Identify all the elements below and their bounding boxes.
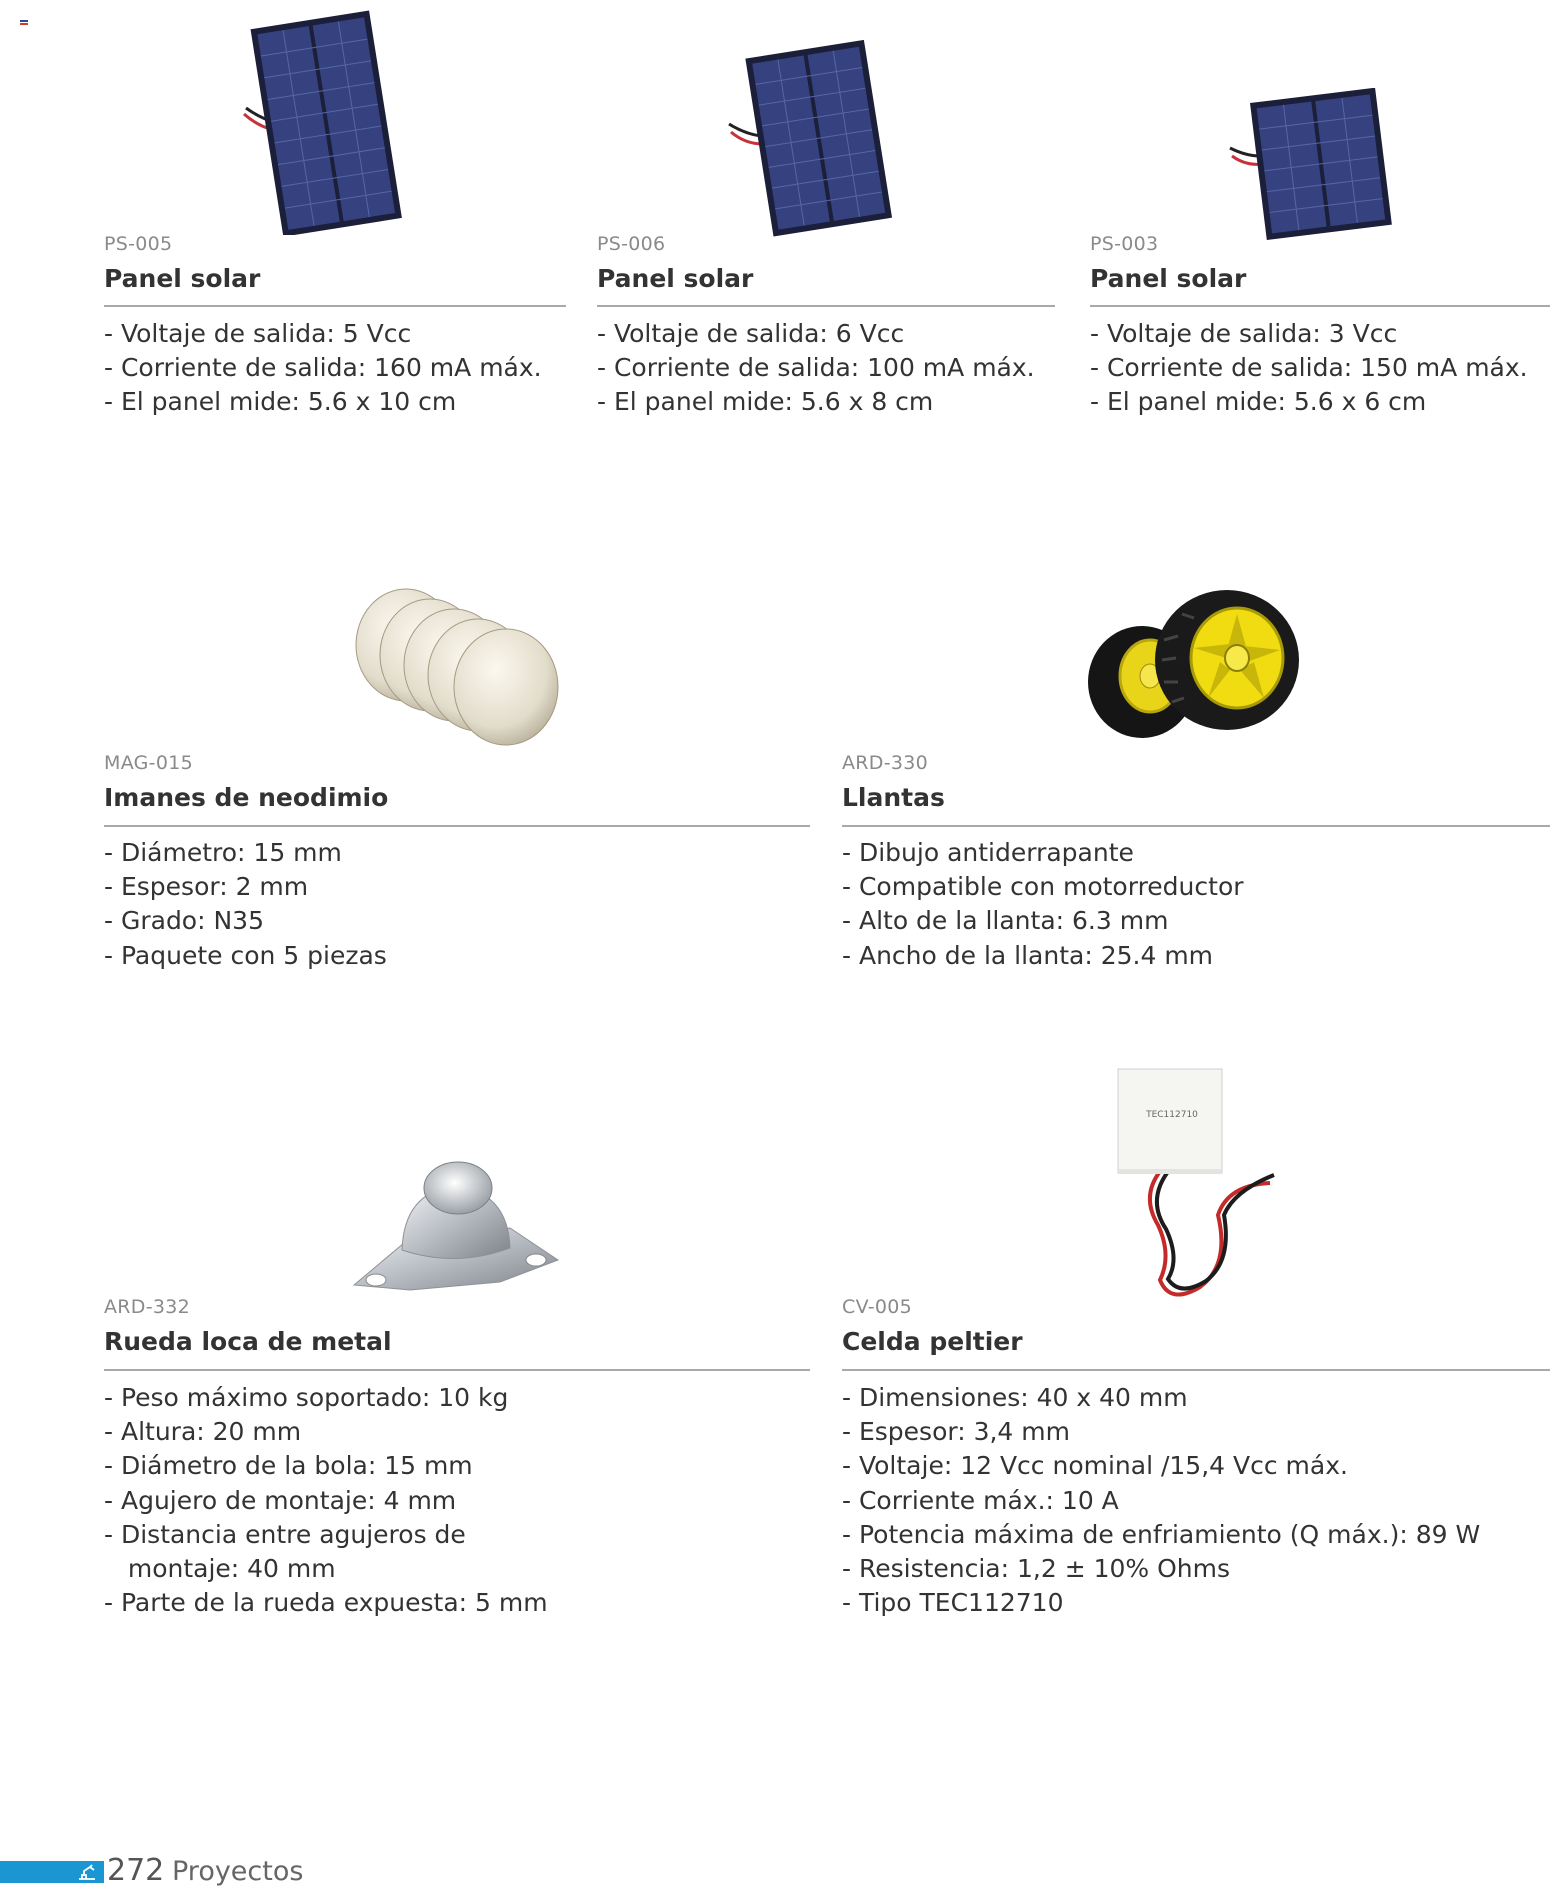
spec-item: - Ancho de la llanta: 25.4 mm [842,940,1214,970]
product-code: PS-003 [1090,233,1159,255]
divider [104,1369,810,1371]
spec-item: - Grado: N35 [104,906,264,936]
spec-item: - Altura: 20 mm [104,1417,302,1447]
spec-item: - Voltaje de salida: 6 Vcc [597,319,905,348]
ball-caster-image [350,1150,560,1300]
solar-panel-image [1228,88,1403,243]
solar-panel-image [240,10,420,235]
neodymium-magnets-image [348,585,568,755]
spec-item: - El panel mide: 5.6 x 8 cm [597,387,934,417]
section-title: Proyectos [172,1856,304,1887]
page-number: 272 [107,1853,165,1888]
spec-item: - Corriente de salida: 100 mA máx. [597,353,1035,383]
product-code: PS-006 [597,233,666,255]
spec-item: - Peso máximo soportado: 10 kg [104,1383,509,1412]
spec-item: - Voltaje de salida: 5 Vcc [104,319,412,348]
spec-item: - Resistencia: 1,2 ± 10% Ohms [842,1554,1231,1584]
product-code: MAG-015 [104,752,194,774]
spec-list [104,836,387,973]
product-name: Panel solar [1090,264,1247,293]
solar-panel-image [725,40,915,240]
product-code: PS-005 [104,233,173,255]
flag-icon [20,20,28,25]
spec-item: - Compatible con motorreductor [842,872,1244,902]
spec-item: - Corriente máx.: 10 A [842,1485,1119,1515]
spec-item: montaje: 40 mm [104,1554,336,1584]
divider [842,1369,1550,1371]
spec-item: - Diámetro: 15 mm [104,838,342,867]
product-name: Llantas [842,783,945,812]
spec-item: - Diámetro de la bola: 15 mm [104,1451,473,1481]
peltier-module-image [1110,1065,1280,1305]
spec-item: - Dibujo antiderrapante [842,838,1134,867]
spec-item: - Tipo TEC112710 [842,1588,1064,1618]
spec-list [1090,317,1528,420]
robot-arm-icon [76,1864,98,1881]
spec-item: - Agujero de montaje: 4 mm [104,1485,457,1515]
product-code: ARD-332 [104,1296,191,1318]
tires-image [1082,590,1312,750]
divider [597,305,1055,307]
spec-item: - Distancia entre agujeros de [104,1519,466,1549]
spec-item: - Parte de la rueda expuesta: 5 mm [104,1588,548,1618]
product-name: Imanes de neodimio [104,783,389,812]
spec-item: - Voltaje: 12 Vcc nominal /15,4 Vcc máx. [842,1451,1348,1481]
divider [842,825,1550,827]
spec-list [597,317,1035,420]
divider [104,305,566,307]
spec-item: - Voltaje de salida: 3 Vcc [1090,319,1398,348]
product-name: Celda peltier [842,1327,1023,1356]
spec-list [842,1381,1480,1620]
spec-item: - Potencia máxima de enfriamiento (Q máx.): 89 W [842,1519,1481,1549]
product-name: Rueda loca de metal [104,1327,392,1356]
spec-list [104,1381,548,1620]
spec-item: - Espesor: 2 mm [104,872,309,902]
divider [104,825,810,827]
spec-item: - El panel mide: 5.6 x 10 cm [104,387,457,417]
spec-item: - Corriente de salida: 160 mA máx. [104,353,542,383]
product-code: CV-005 [842,1296,913,1318]
product-name: Panel solar [597,264,754,293]
module-label: TEC112710 [1146,1110,1198,1120]
spec-item: - Espesor: 3,4 mm [842,1417,1070,1447]
spec-item: - Dimensiones: 40 x 40 mm [842,1383,1188,1412]
product-name: Panel solar [104,264,261,293]
divider [1090,305,1550,307]
spec-list [842,836,1244,973]
spec-item: - Paquete con 5 piezas [104,940,387,970]
spec-list [104,317,542,420]
spec-item: - Alto de la llanta: 6.3 mm [842,906,1169,936]
spec-item: - Corriente de salida: 150 mA máx. [1090,353,1528,383]
spec-item: - El panel mide: 5.6 x 6 cm [1090,387,1427,417]
product-code: ARD-330 [842,752,929,774]
